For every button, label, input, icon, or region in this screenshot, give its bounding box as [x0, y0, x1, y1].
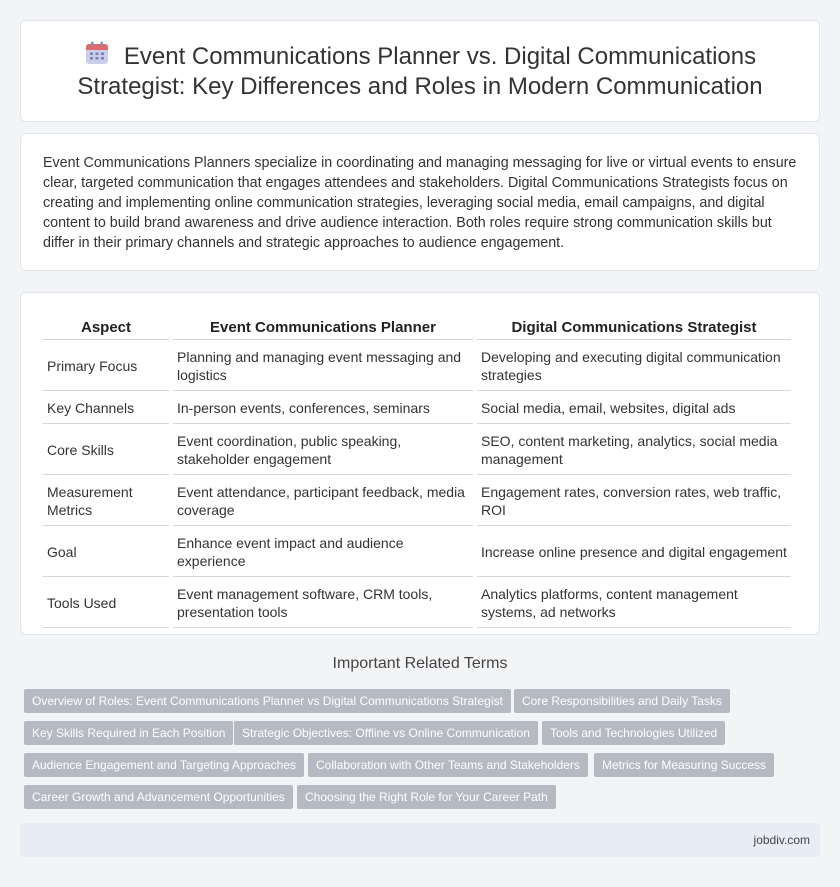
row-aspect: Primary Focus [43, 342, 169, 391]
related-terms-title: Important Related Terms [332, 655, 508, 672]
table-row [43, 426, 791, 475]
row-digital-strategist: Social media, email, websites, digital ads [477, 393, 791, 424]
related-term-tag[interactable]: Key Skills Required in Each Position [24, 721, 233, 745]
title-card [20, 20, 820, 122]
related-term-tag[interactable]: Core Responsibilities and Daily Tasks [514, 689, 730, 713]
table-header-row [43, 315, 791, 340]
table-row [43, 528, 791, 577]
row-aspect: Measurement Metrics [43, 477, 169, 526]
row-event-planner: Planning and managing event messaging and logistics [173, 342, 473, 391]
table-row [43, 342, 791, 391]
footer-site-link[interactable]: jobdiv.com [753, 833, 810, 847]
footer [20, 823, 820, 857]
row-digital-strategist: Developing and executing digital communication strategies [477, 342, 791, 391]
table-row [43, 579, 791, 628]
intro-card [20, 133, 820, 271]
related-term-tag[interactable]: Collaboration with Other Teams and Stakeholders [308, 753, 588, 777]
row-digital-strategist: Increase online presence and digital engagement [477, 528, 791, 577]
row-event-planner: Event management software, CRM tools, presentation tools [173, 579, 473, 628]
related-term-tag[interactable]: Choosing the Right Role for Your Career Path [297, 785, 556, 809]
row-aspect: Core Skills [43, 426, 169, 475]
header-event-planner: Event Communications Planner [173, 315, 473, 340]
row-event-planner: Event attendance, participant feedback, media coverage [173, 477, 473, 526]
comparison-table-card [20, 292, 820, 635]
related-term-tag[interactable]: Strategic Objectives: Offline vs Online Communication [234, 721, 538, 745]
row-aspect: Tools Used [43, 579, 169, 628]
related-term-tag[interactable]: Audience Engagement and Targeting Approaches [24, 753, 304, 777]
row-aspect: Key Channels [43, 393, 169, 424]
row-event-planner: In-person events, conferences, seminars [173, 393, 473, 424]
calendar-icon [84, 40, 110, 66]
related-term-tag[interactable]: Metrics for Measuring Success [594, 753, 774, 777]
row-event-planner: Event coordination, public speaking, stakeholder engagement [173, 426, 473, 475]
row-aspect: Goal [43, 528, 169, 577]
row-digital-strategist: Analytics platforms, content management systems, ad networks [477, 579, 791, 628]
table-row [43, 393, 791, 424]
intro-paragraph: Event Communications Planners specialize in coordinating and managing messaging for live or virtual events to ensure clear, targeted communication that engages attendees and stakeholders. Digital Communications Strategists focus on creating and implementing online communication strategies, leveraging social media, email campaigns, and digital content to build brand awareness and drive audience interaction. Both roles require strong communication skills but differ in their primary channels and strategic approaches to audience engagement. [43, 155, 797, 251]
comparison-table [39, 313, 795, 630]
table-row [43, 477, 791, 526]
row-digital-strategist: Engagement rates, conversion rates, web traffic, ROI [477, 477, 791, 526]
related-term-tag[interactable]: Tools and Technologies Utilized [542, 721, 725, 745]
page-title-wrap [21, 40, 819, 102]
header-aspect: Aspect [43, 315, 169, 340]
row-digital-strategist: SEO, content marketing, analytics, social media management [477, 426, 791, 475]
header-digital-strategist: Digital Communications Strategist [477, 315, 791, 340]
related-term-tag[interactable]: Career Growth and Advancement Opportunities [24, 785, 293, 809]
page-title: Event Communications Planner vs. Digital Communications Strategist: Key Differences and Roles in Modern Communication [77, 43, 763, 100]
row-event-planner: Enhance event impact and audience experience [173, 528, 473, 577]
related-term-tag[interactable]: Overview of Roles: Event Communications Planner vs Digital Communications Strategist [24, 689, 511, 713]
